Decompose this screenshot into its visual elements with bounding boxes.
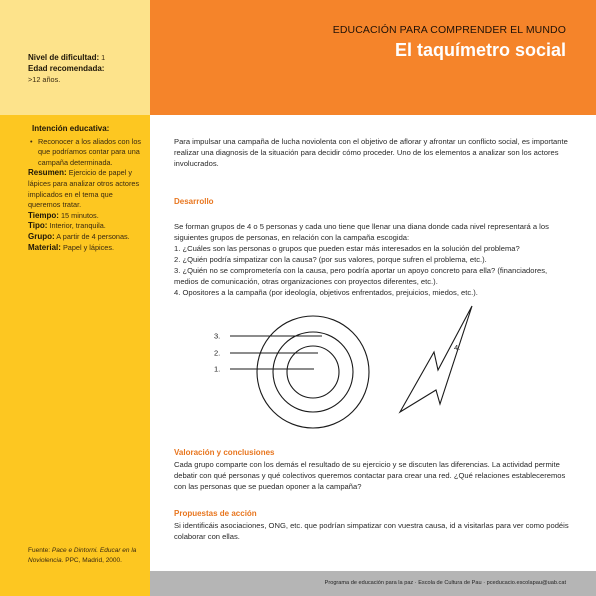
type-label: Tipo:	[28, 221, 48, 231]
intent-heading: Intención educativa:	[32, 124, 110, 133]
list-item: 1. ¿Cuáles son las personas o grupos que pueden estar más interesados en la solución del problema?	[174, 244, 520, 253]
list-item: 3. ¿Quién no se comprometería con la causa, pero podría aportar un apoyo concreto para ella? (financiadores, medios de comunicación, otras organizaciones con proyectos diferentes, etc.).	[174, 266, 548, 286]
series-kicker: EDUCACIÓN PARA COMPRENDER EL MUNDO	[332, 24, 566, 36]
propuestas-text: Si identificáis asociaciones, ONG, etc. que podrían simpatizar con vuestra causa, id a visitarlas para ver como podéis colaborar con ellas.	[174, 521, 569, 541]
list-item: 4. Opositores a la campaña (por ideología, objetivos enfrentados, prejuicios, miedos, etc.).	[174, 288, 478, 297]
page-footer	[150, 571, 596, 596]
source-note	[28, 546, 146, 566]
summary-field	[28, 168, 146, 210]
target-diagram	[200, 300, 500, 430]
desarrollo-intro: Se forman grupos de 4 o 5 personas y cada uno tiene que llenar una diana donde cada nivel representará a los siguientes grupos de personas, en relación con la campaña escogida:	[174, 222, 549, 242]
material-value: Papel y lápices.	[62, 242, 115, 252]
intro-paragraph: Para impulsar una campaña de lucha noviolenta con el objetivo de aflorar y afrontar un conflicto social, es importante realizar una diagnosis de la situación para decidir cómo proceder. Uno de los elementos a analizar son los actores involucrados.	[174, 137, 568, 168]
source-label: Fuente:	[28, 547, 51, 554]
intent-text: Reconocer a los aliados con los que podríamos contar para una campaña determinada.	[38, 136, 142, 167]
source-title: Pace e Dintorni. Educar en la Noviolencia.	[28, 547, 137, 564]
list-item: 2. ¿Quién podría simpatizar con la causa? (por sus valores, porque sufren el problema, etc.).	[174, 255, 487, 264]
page-header	[150, 0, 596, 115]
ring-middle	[273, 332, 353, 412]
difficulty-label: Nivel de dificultad:	[28, 53, 100, 62]
age-label: Edad recomendada:	[28, 64, 105, 73]
difficulty-value: 1	[101, 53, 106, 62]
propuestas-heading: Propuestas de acción	[174, 509, 257, 518]
desarrollo-heading: Desarrollo	[174, 197, 214, 206]
leader-lines	[230, 336, 322, 369]
opponent-label-4: 4.	[454, 343, 461, 352]
time-field	[28, 211, 146, 222]
footer-text: Programa de educación para la paz · Escola de Cultura de Pau · pceducacio.escolapau@uab.cat	[324, 580, 566, 586]
group-value: A partir de 4 personas.	[56, 231, 130, 241]
intent-bullet	[28, 137, 146, 169]
type-field	[28, 221, 146, 232]
group-label: Grupo:	[28, 231, 55, 241]
material-label: Material:	[28, 242, 61, 252]
time-label: Tiempo:	[28, 210, 59, 220]
page-title: El taquímetro social	[394, 40, 566, 60]
lightning-bolt-icon	[400, 306, 472, 412]
valoracion-heading: Valoración y conclusiones	[174, 448, 275, 457]
bullet-icon: •	[30, 136, 33, 146]
ring-label-1: 1.	[214, 364, 221, 374]
target-rings	[257, 316, 369, 428]
summary-value: Ejercicio de papel y lápices para analizar otros actores implicados en el tema que queremos tratar.	[28, 168, 140, 210]
ring-label-2: 2.	[214, 348, 221, 358]
sidebar-details	[28, 124, 146, 253]
ring-label-3: 3.	[214, 331, 221, 341]
ring-inner	[287, 346, 339, 398]
age-value: >12 años.	[28, 75, 61, 84]
source-rest: PPC, Madrid, 2000.	[65, 557, 122, 564]
ring-outer	[257, 316, 369, 428]
group-field	[28, 232, 146, 243]
valoracion-text: Cada grupo comparte con los demás el resultado de su ejercicio y se discuten las diferencias. La actividad permite debatir con qué personas y qué colectivos queremos contactar para crear una red. ¿Qué relaciones estableceremos con las personas que se puedan oponer a la campaña?	[174, 460, 566, 491]
time-value: 15 minutos.	[61, 210, 99, 220]
activity-meta	[28, 52, 146, 85]
material-field	[28, 243, 146, 254]
desarrollo-section	[174, 221, 570, 298]
type-value: Interior, tranquila.	[49, 221, 106, 231]
summary-label: Resumen:	[28, 168, 67, 178]
